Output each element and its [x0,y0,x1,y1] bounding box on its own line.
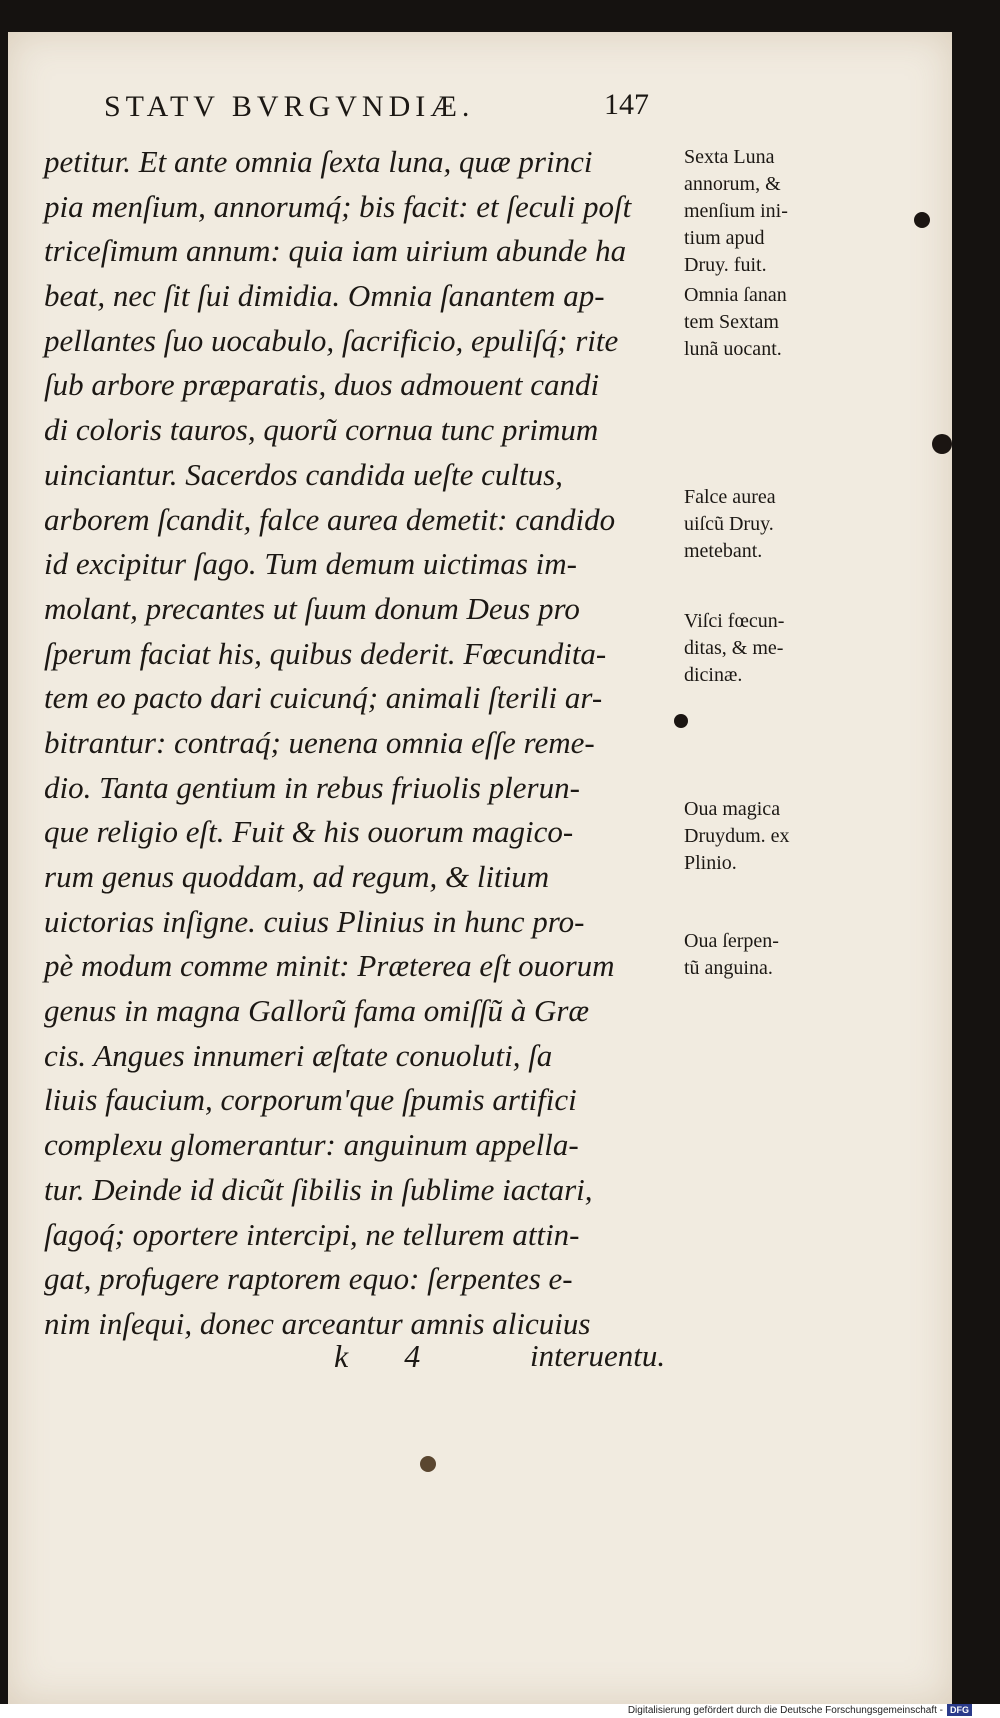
ink-spot [420,1456,436,1472]
text-line: nim inſequi, donec arceantur amnis alicuius [44,1305,591,1341]
marginal-note-line: metebant. [684,540,763,562]
text-line: beat, nec ſit ſui dimidia. Omnia ſanantem ap- [44,278,605,314]
ink-spot [674,714,688,728]
text-line: di coloris tauros, quorũ cornua tunc primum [44,412,599,448]
text-line: id excipitur ſago. Tum demum uictimas im- [44,546,577,582]
marginal-note-line: Omnia ſanan [684,284,787,306]
funding-credit [628,1704,972,1718]
ink-spot [914,212,930,228]
marginal-note [684,796,844,877]
text-line: genus in magna Gallorũ fama omiſſũ à Græ [44,993,590,1029]
text-line: gat, profugere raptorem equo: ſerpentes e- [44,1261,573,1297]
marginal-note-line: ditas, & me- [684,637,784,659]
catchword: interuentu. [530,1338,666,1373]
dfg-logo-icon: DFG [947,1704,972,1716]
marginal-note-line: Oua ſerpen- [684,930,779,952]
text-line: pia menſium, annorumq́; bis facit: et ſeculi poſt [44,188,632,224]
signature-mark: k 4 [334,1338,445,1374]
running-head: STATV BVRGVNDIÆ. [104,90,475,123]
text-line: petitur. Et ante omnia ſexta luna, quæ princi [44,144,593,179]
text-line: dio. Tanta gentium in rebus friuolis plerun- [44,769,580,805]
text-line: arborem ſcandit, falce aurea demetit: candido [44,501,616,537]
marginal-note-line: menſium ini- [684,200,788,222]
text-line: que religio eſt. Fuit & his ouorum magico- [44,814,574,850]
marginal-note-line: Viſci fœcun- [684,610,785,632]
text-line: ſub arbore præparatis, duos admouent candi [44,367,600,403]
marginal-note-line: tũ anguina. [684,957,773,979]
marginal-note-line: tium apud [684,227,765,249]
marginal-note [684,144,844,279]
text-line: uictorias inſigne. cuius Plinius in hunc pro- [44,903,585,939]
text-line: complexu glomerantur: anguinum appella- [44,1127,579,1163]
text-line: molant, precantes ut ſuum donum Deus pro [44,590,580,626]
text-line: pè modum comme minit: Præterea eſt ouorum [44,948,615,984]
text-line: ſagoq́; oportere intercipi, ne tellurem attin- [44,1216,580,1252]
marginal-note [684,608,844,689]
page-number: 147 [604,88,649,121]
main-text-block [44,140,684,1347]
marginal-note-line: lunã uocant. [684,338,782,360]
text-line: triceſimum annum: quia iam uirium abunde ha [44,233,627,269]
marginal-note-line: tem Sextam [684,311,779,333]
text-line: liuis faucium, corporum'que ſpumis artifici [44,1082,577,1118]
marginal-note-line: Druy. fuit. [684,254,767,276]
marginal-note-line: Oua magica [684,798,781,820]
ink-spot [932,434,952,454]
marginal-note-line: Falce aurea [684,486,776,508]
marginal-note-line: annorum, & [684,173,781,195]
text-line: tur. Deinde id dicũt ſibilis in ſublime iactari, [44,1171,593,1207]
marginal-note-line: Plinio. [684,852,737,874]
text-line: uinciantur. Sacerdos candida ueſte cultus, [44,456,563,492]
text-line: rum genus quoddam, ad regum, & litium [44,859,550,894]
funding-credit-text: Digitalisierung gefördert durch die Deutsche Forschungsgemeinschaft - [627,1705,943,1716]
text-line: pellantes ſuo uocabulo, ſacrificio, epuliſq́; rite [44,322,619,358]
marginal-note [684,282,844,363]
marginal-note [684,928,844,982]
text-line: tem eo pacto dari cuicunq́; animali ſterili ar- [44,680,603,716]
marginal-note [684,484,844,565]
marginal-note-line: uiſcũ Druy. [684,513,774,535]
marginal-note-line: Druydum. ex [684,825,790,847]
text-line: cis. Angues innumeri æſtate conuoluti, ſa [44,1037,553,1073]
marginal-note-line: Sexta Luna [684,146,775,168]
marginal-note-line: dicinæ. [684,664,743,686]
text-line: ſperum faciat his, quibus dederit. Fœcundita- [44,635,607,671]
text-line: bitrantur: contraq́; uenena omnia eſſe reme- [44,724,595,760]
